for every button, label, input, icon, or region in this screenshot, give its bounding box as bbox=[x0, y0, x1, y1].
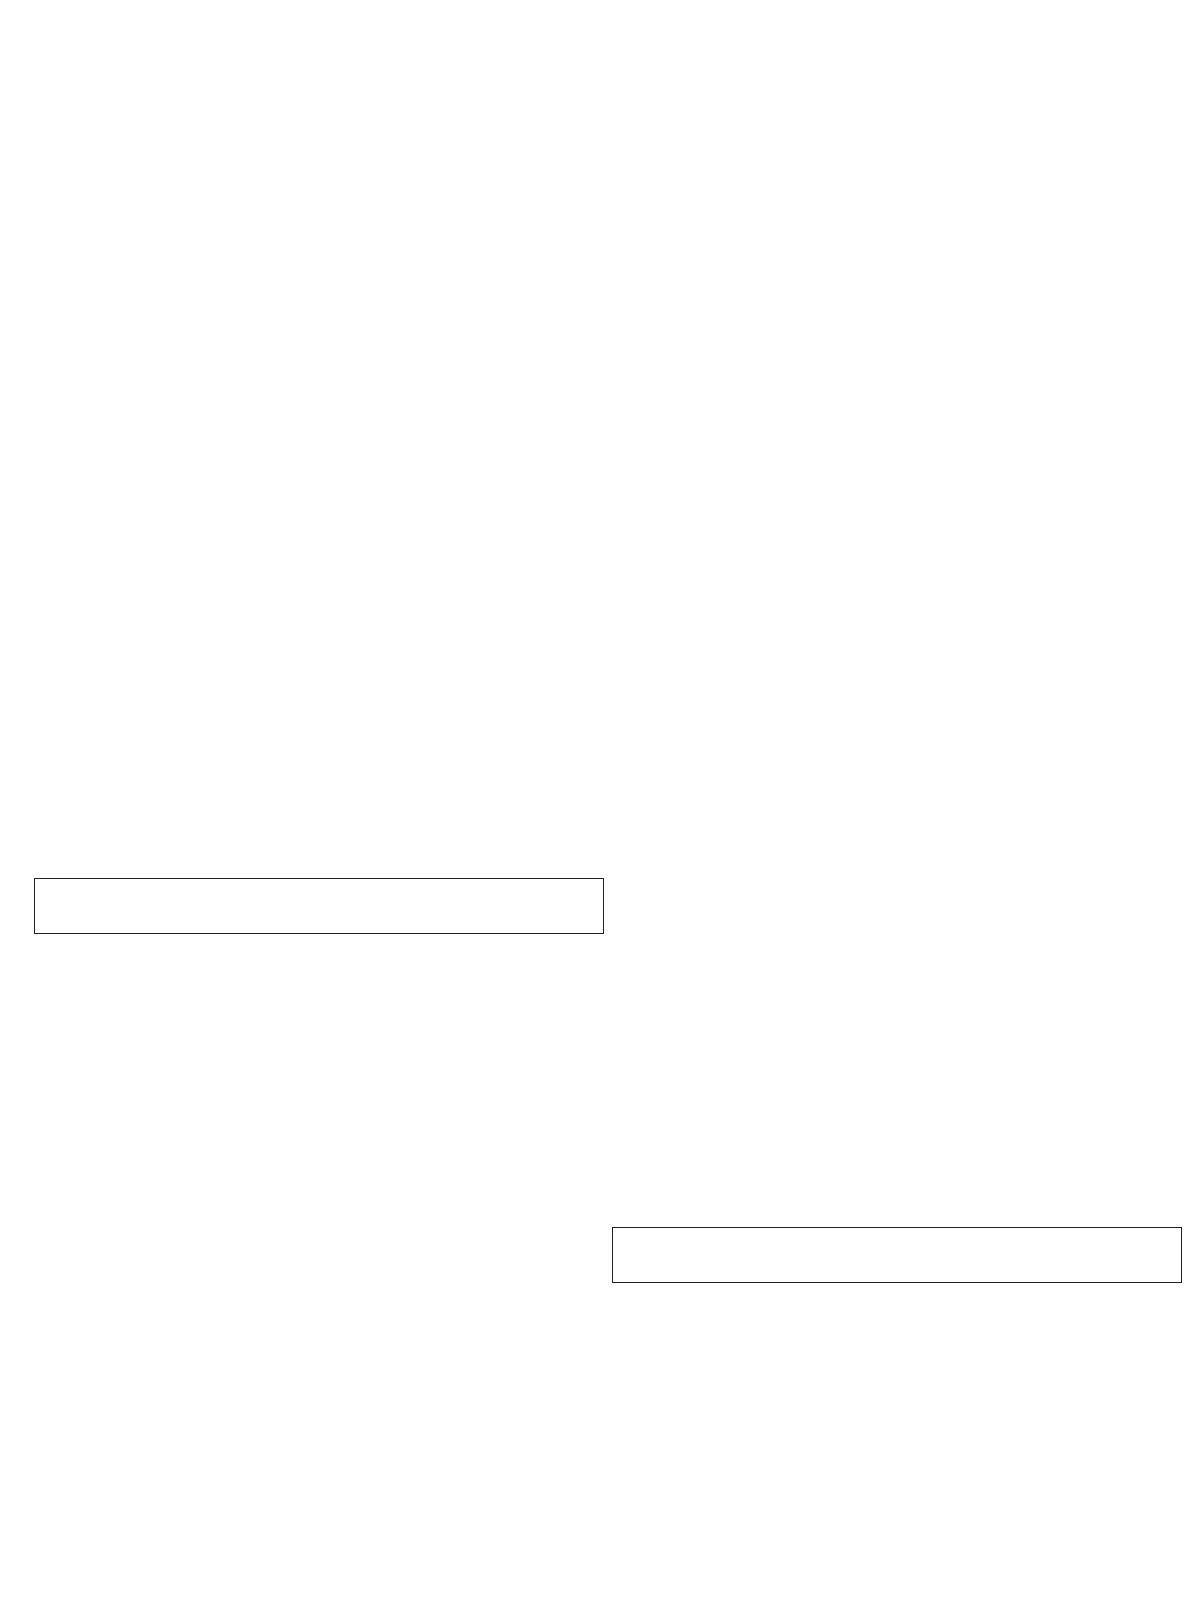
warning-box bbox=[34, 878, 604, 934]
caution-box bbox=[612, 1227, 1182, 1283]
